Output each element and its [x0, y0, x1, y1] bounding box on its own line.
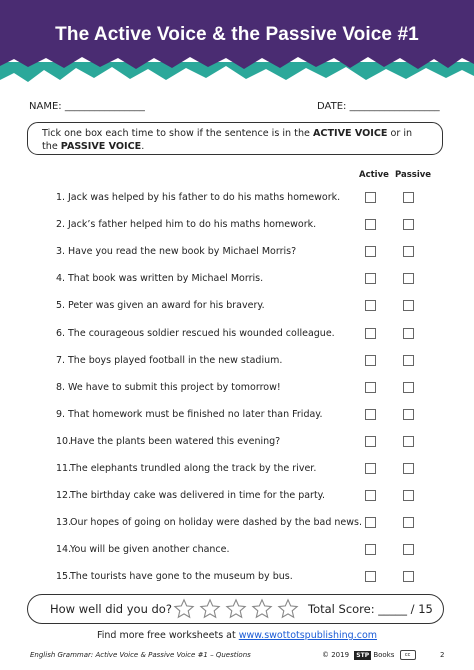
passive-checkbox[interactable] [403, 219, 414, 230]
question-number: 15. [56, 571, 72, 582]
question-text: That book was written by Michael Morris. [68, 273, 264, 284]
question-number: 14. [56, 544, 72, 555]
star-icon[interactable] [251, 598, 273, 620]
passive-checkbox[interactable] [403, 355, 414, 366]
question-number: 11. [56, 463, 72, 474]
question-text: The boys played football in the new stadium. [68, 355, 283, 366]
copyright-text: © 2019 [322, 651, 350, 659]
header-banner [0, 0, 474, 92]
question-number: 3. [56, 246, 66, 257]
page-number: 2 [440, 651, 445, 659]
star-icon[interactable] [225, 598, 247, 620]
question-text: Peter was given an award for his bravery. [68, 300, 265, 311]
passive-checkbox[interactable] [403, 300, 414, 311]
date-line[interactable]: __________________ [349, 101, 440, 112]
question-number: 13. [56, 517, 72, 528]
date-label: DATE: [317, 101, 347, 112]
website-link[interactable]: www.swottotspublishing.com [238, 630, 378, 641]
name-label: NAME: [29, 101, 62, 112]
how-well-label: How well did you do? [50, 602, 172, 616]
passive-checkbox[interactable] [403, 273, 414, 284]
question-number: 12. [56, 490, 72, 501]
score-box [27, 594, 444, 624]
name-line[interactable]: ________________ [64, 101, 145, 112]
question-number: 10. [56, 436, 72, 447]
active-checkbox[interactable] [365, 517, 376, 528]
cc-license-icon: cc [400, 650, 416, 660]
banner-graphic [0, 0, 474, 92]
date-field[interactable] [317, 101, 440, 112]
question-text: Have you read the new book by Michael Morris? [68, 246, 297, 257]
active-checkbox[interactable] [365, 544, 376, 555]
active-checkbox[interactable] [365, 219, 376, 230]
question-number: 2. [56, 219, 66, 230]
active-checkbox[interactable] [365, 355, 376, 366]
question-text: The tourists have gone to the museum by bus. [70, 571, 293, 582]
active-checkbox[interactable] [365, 273, 376, 284]
question-text: Our hopes of going on holiday were dashed by the bad news. [70, 517, 362, 528]
question-number: 4. [56, 273, 66, 284]
passive-checkbox[interactable] [403, 436, 414, 447]
passive-checkbox[interactable] [403, 192, 414, 203]
question-number: 1. [56, 192, 66, 203]
question-text: The courageous soldier rescued his wounded colleague. [68, 328, 335, 339]
question-number: 9. [56, 409, 66, 420]
active-checkbox[interactable] [365, 246, 376, 257]
question-number: 8. [56, 382, 66, 393]
passive-checkbox[interactable] [403, 517, 414, 528]
instruction-text-3: . [141, 141, 145, 152]
active-checkbox[interactable] [365, 490, 376, 501]
passive-checkbox[interactable] [403, 382, 414, 393]
question-text: We have to submit this project by tomorrow! [68, 382, 281, 393]
total-score-label: Total Score: _____ / 15 [308, 602, 433, 616]
footer-series: English Grammar: Active Voice & Passive Voice #1 – Questions [30, 651, 251, 659]
active-checkbox[interactable] [365, 382, 376, 393]
passive-checkbox[interactable] [403, 246, 414, 257]
question-text: Jack was helped by his father to do his maths homework. [68, 192, 341, 203]
active-checkbox[interactable] [365, 463, 376, 474]
star-icon[interactable] [173, 598, 195, 620]
instruction-active: ACTIVE VOICE [312, 128, 388, 139]
passive-checkbox[interactable] [403, 409, 414, 420]
name-field[interactable] [29, 101, 145, 112]
active-checkbox[interactable] [365, 436, 376, 447]
question-text: You will be given another chance. [70, 544, 230, 555]
active-checkbox[interactable] [365, 409, 376, 420]
active-checkbox[interactable] [365, 192, 376, 203]
instruction-passive: PASSIVE VOICE [60, 141, 142, 152]
question-number: 6. [56, 328, 66, 339]
question-text: The birthday cake was delivered in time for the party. [70, 490, 325, 501]
books-text: Books [373, 651, 395, 659]
question-text: That homework must be finished no later than Friday. [68, 409, 323, 420]
question-text: The elephants trundled along the track by the river. [70, 463, 317, 474]
passive-checkbox[interactable] [403, 571, 414, 582]
passive-checkbox[interactable] [403, 463, 414, 474]
instruction-text-1: Tick one box each time to show if the sentence is in the [42, 128, 313, 139]
star-icon[interactable] [199, 598, 221, 620]
star-icon[interactable] [277, 598, 299, 620]
active-checkbox[interactable] [365, 571, 376, 582]
active-column-header: Active [359, 170, 389, 180]
active-checkbox[interactable] [365, 300, 376, 311]
passive-checkbox[interactable] [403, 490, 414, 501]
passive-checkbox[interactable] [403, 328, 414, 339]
page-title: The Active Voice & the Passive Voice #1 [55, 24, 419, 45]
footer-copyright [322, 650, 416, 660]
question-number: 5. [56, 300, 66, 311]
stp-logo: STP [356, 651, 370, 659]
question-text: Jack’s father helped him to do his maths homework. [68, 219, 317, 230]
teal-edge [0, 62, 474, 82]
question-text: Have the plants been watered this evening? [70, 436, 281, 447]
instruction-text-2: or in the [42, 128, 413, 152]
passive-column-header: Passive [395, 170, 432, 180]
footer-find-text: Find more free worksheets at [96, 630, 239, 641]
footer-find-more [0, 630, 474, 641]
active-checkbox[interactable] [365, 328, 376, 339]
instruction-box [27, 122, 443, 155]
question-number: 7. [56, 355, 66, 366]
passive-checkbox[interactable] [403, 544, 414, 555]
